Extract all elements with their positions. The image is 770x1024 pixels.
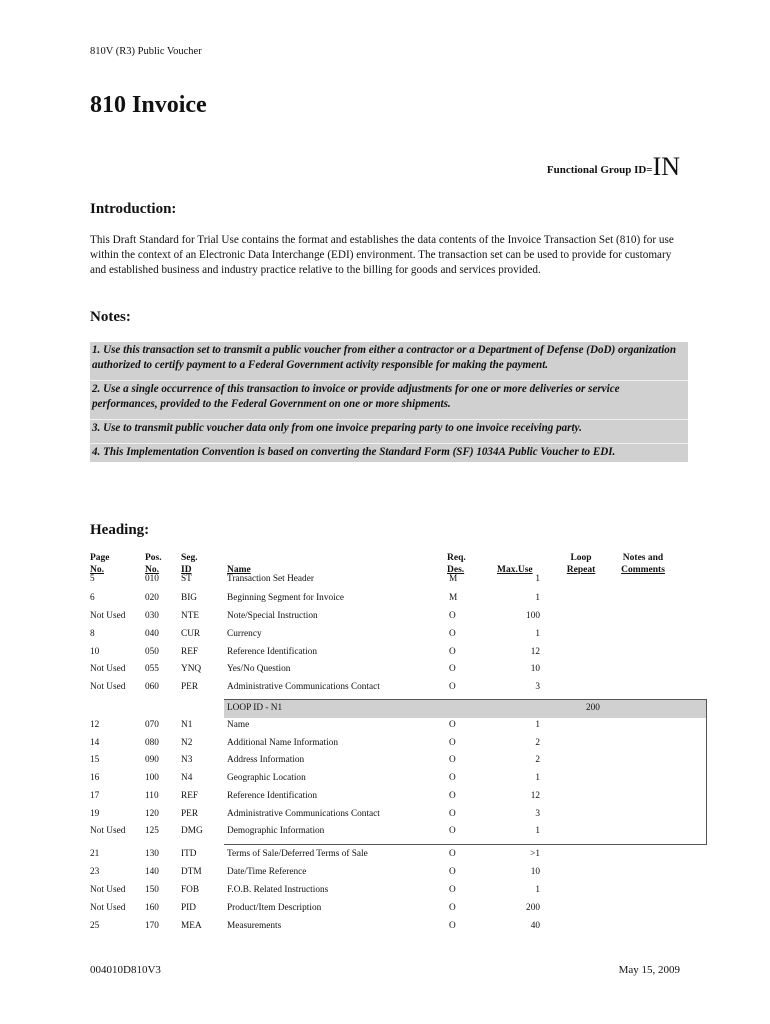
cell-max: 1 bbox=[535, 826, 540, 836]
cell-name: Transaction Set Header bbox=[227, 574, 314, 584]
col-header-name: Name bbox=[227, 565, 251, 575]
cell-pos: 100 bbox=[145, 773, 159, 783]
cell-max: 1 bbox=[535, 720, 540, 730]
running-header: 810V (R3) Public Voucher bbox=[90, 46, 202, 57]
table-row bbox=[0, 921, 770, 935]
cell-page: 19 bbox=[90, 809, 100, 819]
cell-name: Currency bbox=[227, 629, 262, 639]
cell-seg: N4 bbox=[181, 773, 193, 783]
cell-pos: 090 bbox=[145, 755, 159, 765]
cell-page: 25 bbox=[90, 921, 100, 931]
table-row bbox=[0, 611, 770, 625]
functional-group-label: Functional Group ID= bbox=[546, 164, 653, 176]
cell-pos: 020 bbox=[145, 593, 159, 603]
cell-req: O bbox=[449, 791, 456, 801]
col-header-pos: Pos. No. bbox=[145, 553, 162, 575]
cell-req: O bbox=[449, 809, 456, 819]
cell-name: Date/Time Reference bbox=[227, 867, 307, 877]
cell-max: 1 bbox=[535, 593, 540, 603]
table-row bbox=[0, 574, 770, 588]
cell-name: Administrative Communications Contact bbox=[227, 809, 380, 819]
cell-name: Note/Special Instruction bbox=[227, 611, 318, 621]
cell-max: 12 bbox=[530, 791, 540, 801]
cell-req: O bbox=[449, 903, 456, 913]
loop-n1-header bbox=[224, 699, 706, 718]
cell-req: O bbox=[449, 755, 456, 765]
cell-pos: 050 bbox=[145, 647, 159, 657]
cell-req: O bbox=[449, 720, 456, 730]
notes-box bbox=[90, 342, 688, 462]
loop-repeat: 200 bbox=[586, 703, 600, 713]
cell-max: 40 bbox=[530, 921, 540, 931]
cell-seg: YNQ bbox=[181, 664, 202, 674]
cell-page: Not Used bbox=[90, 826, 126, 836]
cell-req: O bbox=[449, 629, 456, 639]
cell-seg: ITD bbox=[181, 849, 197, 859]
cell-req: O bbox=[449, 826, 456, 836]
cell-max: 3 bbox=[535, 682, 540, 692]
cell-name: Beginning Segment for Invoice bbox=[227, 593, 344, 603]
cell-req: O bbox=[449, 867, 456, 877]
table-row bbox=[0, 647, 770, 661]
cell-name: Product/Item Description bbox=[227, 903, 322, 913]
cell-pos: 010 bbox=[145, 574, 159, 584]
cell-req: O bbox=[449, 921, 456, 931]
note-4: 4. This Implementation Convention is based on converting the Standard Form (SF) 1034A Public Voucher to EDI. bbox=[92, 446, 616, 458]
footer-doc-id: 004010D810V3 bbox=[90, 964, 161, 976]
col-header-seg: Seg. ID bbox=[181, 553, 198, 575]
cell-pos: 040 bbox=[145, 629, 159, 639]
cell-pos: 070 bbox=[145, 720, 159, 730]
table-row bbox=[0, 664, 770, 678]
cell-name: Measurements bbox=[227, 921, 282, 931]
cell-page: 6 bbox=[90, 593, 95, 603]
cell-pos: 120 bbox=[145, 809, 159, 819]
cell-page: 15 bbox=[90, 755, 100, 765]
cell-req: O bbox=[449, 885, 456, 895]
cell-pos: 080 bbox=[145, 738, 159, 748]
cell-name: Yes/No Question bbox=[227, 664, 291, 674]
cell-name: Geographic Location bbox=[227, 773, 306, 783]
cell-seg: MEA bbox=[181, 921, 202, 931]
cell-max: 1 bbox=[535, 773, 540, 783]
functional-group-value: IN bbox=[652, 152, 680, 181]
cell-pos: 030 bbox=[145, 611, 159, 621]
cell-page: 17 bbox=[90, 791, 100, 801]
cell-pos: 150 bbox=[145, 885, 159, 895]
cell-seg: PER bbox=[181, 809, 199, 819]
cell-req: M bbox=[449, 574, 458, 584]
cell-seg: N3 bbox=[181, 755, 193, 765]
cell-name: Address Information bbox=[227, 755, 305, 765]
cell-pos: 140 bbox=[145, 867, 159, 877]
cell-req: O bbox=[449, 647, 456, 657]
cell-seg: REF bbox=[181, 647, 199, 657]
table-row bbox=[0, 629, 770, 643]
cell-pos: 170 bbox=[145, 921, 159, 931]
page-title: 810 Invoice bbox=[90, 92, 207, 118]
cell-max: 200 bbox=[526, 903, 540, 913]
col-header-req: Req. Des. bbox=[447, 553, 466, 575]
notes-heading: Notes: bbox=[90, 309, 131, 325]
col-header-notes: Notes and Comments bbox=[621, 553, 665, 575]
note-2: 2. Use a single occurrence of this transaction to invoice or provide adjustments for one or more deliveries or service performances, provided to the Federal Government on one or more shipments. bbox=[90, 381, 688, 420]
cell-name: F.O.B. Related Instructions bbox=[227, 885, 329, 895]
cell-max: 12 bbox=[530, 647, 540, 657]
loop-id-label: LOOP ID - N1 bbox=[227, 703, 283, 713]
introduction-heading: Introduction: bbox=[90, 201, 177, 217]
cell-req: O bbox=[449, 849, 456, 859]
cell-pos: 125 bbox=[145, 826, 159, 836]
col-header-loop: Loop Repeat bbox=[566, 553, 596, 575]
cell-max: >1 bbox=[530, 849, 540, 859]
cell-seg: DTM bbox=[181, 867, 202, 877]
table-row bbox=[0, 593, 770, 607]
cell-max: 1 bbox=[535, 885, 540, 895]
cell-req: M bbox=[449, 593, 458, 603]
cell-name: Demographic Information bbox=[227, 826, 325, 836]
functional-group-id bbox=[547, 152, 680, 182]
cell-page: Not Used bbox=[90, 664, 126, 674]
cell-seg: PID bbox=[181, 903, 196, 913]
cell-page: 10 bbox=[90, 647, 100, 657]
cell-req: O bbox=[449, 773, 456, 783]
cell-seg: N2 bbox=[181, 738, 193, 748]
cell-page: 5 bbox=[90, 574, 95, 584]
cell-req: O bbox=[449, 738, 456, 748]
note-1: 1. Use this transaction set to transmit a public voucher from either a contractor or a Department of Defense (DoD) organization authorized to certify payment to a Federal Government activity responsible for making the payment. bbox=[90, 342, 688, 381]
cell-seg: N1 bbox=[181, 720, 193, 730]
cell-max: 10 bbox=[530, 867, 540, 877]
cell-page: 23 bbox=[90, 867, 100, 877]
note-3: 3. Use to transmit public voucher data only from one invoice preparing party to one invoice receiving party. bbox=[90, 420, 688, 444]
cell-seg: REF bbox=[181, 791, 199, 801]
cell-page: Not Used bbox=[90, 682, 126, 692]
cell-max: 1 bbox=[535, 574, 540, 584]
cell-req: O bbox=[449, 664, 456, 674]
cell-req: O bbox=[449, 682, 456, 692]
footer-date: May 15, 2009 bbox=[618, 964, 680, 976]
cell-max: 1 bbox=[535, 629, 540, 639]
cell-name: Name bbox=[227, 720, 250, 730]
cell-seg: PER bbox=[181, 682, 199, 692]
cell-name: Terms of Sale/Deferred Terms of Sale bbox=[227, 849, 368, 859]
cell-name: Additional Name Information bbox=[227, 738, 339, 748]
cell-page: 12 bbox=[90, 720, 100, 730]
table-row bbox=[0, 885, 770, 899]
cell-max: 2 bbox=[535, 755, 540, 765]
cell-max: 2 bbox=[535, 738, 540, 748]
cell-name: Reference Identification bbox=[227, 791, 318, 801]
cell-pos: 060 bbox=[145, 682, 159, 692]
cell-seg: NTE bbox=[181, 611, 200, 621]
table-row bbox=[0, 849, 770, 863]
cell-pos: 055 bbox=[145, 664, 159, 674]
cell-max: 10 bbox=[530, 664, 540, 674]
cell-pos: 160 bbox=[145, 903, 159, 913]
cell-pos: 130 bbox=[145, 849, 159, 859]
cell-max: 100 bbox=[526, 611, 540, 621]
heading-section-title: Heading: bbox=[90, 522, 150, 538]
cell-page: 21 bbox=[90, 849, 100, 859]
cell-max: 3 bbox=[535, 809, 540, 819]
cell-name: Administrative Communications Contact bbox=[227, 682, 380, 692]
cell-seg: CUR bbox=[181, 629, 201, 639]
cell-req: O bbox=[449, 611, 456, 621]
cell-page: 16 bbox=[90, 773, 100, 783]
table-row bbox=[0, 867, 770, 881]
cell-page: 14 bbox=[90, 738, 100, 748]
cell-seg: BIG bbox=[181, 593, 198, 603]
cell-page: Not Used bbox=[90, 885, 126, 895]
cell-seg: DMG bbox=[181, 826, 203, 836]
table-row bbox=[0, 903, 770, 917]
cell-seg: FOB bbox=[181, 885, 200, 895]
col-header-max: Max.Use bbox=[497, 565, 533, 575]
table-row bbox=[0, 682, 770, 696]
cell-page: Not Used bbox=[90, 903, 126, 913]
loop-n1-box bbox=[224, 699, 707, 845]
cell-pos: 110 bbox=[145, 791, 159, 801]
col-header-page: Page No. bbox=[90, 553, 110, 575]
cell-seg: ST bbox=[181, 574, 192, 584]
introduction-text: This Draft Standard for Trial Use contains the format and establishes the data contents of the Invoice Transaction Set (810) for use within the context of an Electronic Data Interchange (EDI) environment. The transaction set can be used to provide for customary and established business and industry practice relative to the billing for goods and services provided. bbox=[90, 234, 674, 276]
cell-page: 8 bbox=[90, 629, 95, 639]
cell-name: Reference Identification bbox=[227, 647, 318, 657]
cell-page: Not Used bbox=[90, 611, 126, 621]
